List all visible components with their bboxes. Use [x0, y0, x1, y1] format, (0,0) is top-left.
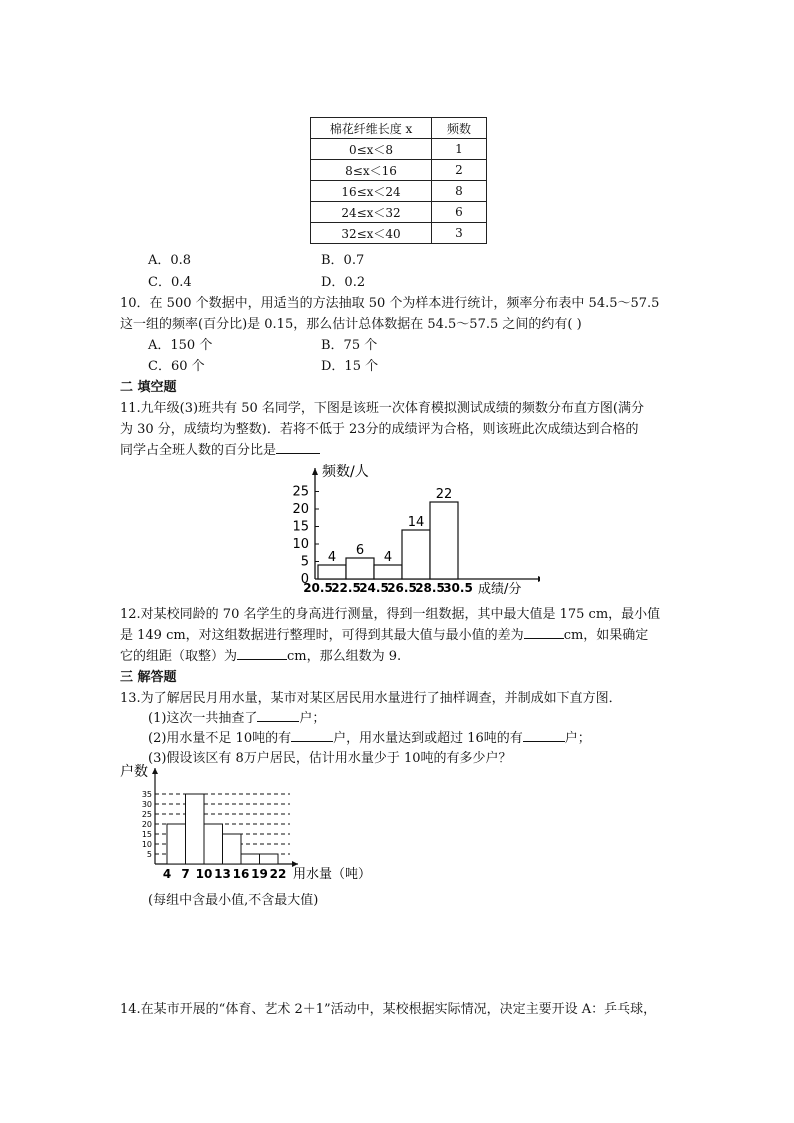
section-heading-solve: 三 解答题	[120, 670, 177, 685]
x-tick-label: 7	[181, 867, 190, 881]
y-tick-label: 20	[141, 820, 152, 829]
histogram-bar	[167, 824, 186, 864]
bar-value-label: 22	[435, 487, 453, 502]
fiber-length-table	[310, 117, 487, 244]
x-tick-label: 4	[162, 867, 172, 881]
q9-option-a: A．0.8	[148, 253, 192, 268]
x-tick-label: 28.5	[415, 581, 445, 595]
q12-line-2-text: 是 149 cm，对这组数据进行整理时，可得到其最大值与最小值的差为	[120, 628, 524, 643]
q10-line-1: 10．在 500 个数据中，用适当的方法抽取 50 个为样本进行统计，频率分布表中 54.5～57.5	[120, 296, 660, 311]
table-cell: 0≤x＜8	[311, 139, 432, 160]
table-row	[311, 181, 487, 202]
histogram-bar	[318, 565, 346, 579]
x-tick-label: 22	[269, 867, 287, 881]
q12-line-1: 12.对某校同龄的 70 名学生的身高进行测量，得到一组数据，其中最大值是 175 cm，最小值	[120, 607, 661, 622]
q13-sub-2	[148, 727, 591, 746]
table-header-cell: 棉花纤维长度 x	[311, 118, 432, 139]
histogram-bar	[186, 794, 205, 864]
histogram-bar	[402, 530, 430, 579]
x-tick-label: 30.5	[443, 581, 473, 595]
table-header-row	[311, 118, 487, 139]
q12-line-2	[120, 624, 648, 643]
y-tick-label: 35	[141, 790, 152, 799]
q12-line-3-tail: cm，那么组数为 9.	[287, 649, 402, 664]
q10-option-b: B．75 个	[321, 338, 378, 353]
y-tick-label: 30	[141, 800, 152, 809]
q12-line-2-tail: cm，如果确定	[563, 628, 649, 643]
q11-line-2: 为 30 分，成绩均为整数)．若将不低于 23分的成绩评为合格，则该班此次成绩达到合格的	[120, 422, 639, 437]
y-axis-label: 户数	[120, 764, 148, 780]
answer-blank[interactable]	[524, 626, 564, 639]
histogram-bar	[346, 558, 374, 579]
histogram-bar	[430, 502, 458, 579]
q12-line-3	[120, 645, 401, 664]
x-axis-label: 用水量（吨）	[293, 867, 372, 882]
q13-sub-2-mid: 户，用水量达到或超过 16吨的有	[333, 731, 523, 746]
table-row	[311, 202, 487, 223]
q10-option-a: A．150 个	[148, 338, 213, 353]
y-tick-label: 5	[300, 554, 309, 570]
q14-line-1: 14.在某市开展的“体育、艺术 2＋1”活动中，某校根据实际情况，决定主要开设 A：乒乓球，	[120, 1002, 657, 1017]
histogram-bar	[374, 565, 402, 579]
histogram-bar	[241, 854, 260, 864]
q13-line-1: 13.为了解居民月用水量，某市对某区居民用水量进行了抽样调查，并制成如下直方图．	[120, 691, 622, 706]
x-axis-label: 成绩/分	[478, 582, 522, 597]
x-tick-label: 22.5	[331, 581, 361, 595]
histogram-bar	[223, 834, 242, 864]
y-tick-label: 25	[292, 484, 309, 500]
answer-blank[interactable]	[257, 709, 299, 722]
table-row	[311, 223, 487, 244]
x-tick-label: 16	[232, 867, 250, 881]
table-cell: 8≤x＜16	[311, 160, 432, 181]
table-cell: 2	[432, 160, 487, 181]
answer-blank[interactable]	[523, 729, 565, 742]
x-tick-label: 26.5	[387, 581, 417, 595]
section-heading-fill-blank: 二 填空题	[120, 380, 177, 395]
x-tick-label: 19	[251, 867, 268, 881]
q9-option-b: B．0.7	[321, 253, 365, 268]
y-axis-arrow	[152, 768, 158, 774]
table-header-cell: 频数	[432, 118, 487, 139]
table-row	[311, 160, 487, 181]
q13-sub-1	[148, 707, 325, 726]
q11-line-1: 11.九年级(3)班共有 50 名同学，下图是该班一次体育模拟测试成绩的频数分布直方图(满分	[120, 401, 644, 416]
table-cell: 32≤x＜40	[311, 223, 432, 244]
q13-sub-2-text: (2)用水量不足 10吨的有	[148, 731, 292, 746]
table-cell: 8	[432, 181, 487, 202]
q13-sub-1-tail: 户；	[299, 711, 326, 726]
y-tick-label: 15	[141, 830, 152, 839]
y-tick-label: 10	[141, 840, 152, 849]
table-cell: 1	[432, 139, 487, 160]
table-cell: 3	[432, 223, 487, 244]
bar-value-label: 4	[383, 550, 393, 565]
q13-sub-1-text: (1)这次一共抽查了	[148, 711, 258, 726]
table-row	[311, 139, 487, 160]
answer-blank[interactable]	[276, 441, 320, 454]
q10-option-d: D．15 个	[321, 359, 379, 374]
bar-value-label: 4	[327, 550, 337, 565]
q13-sub-3: (3)假设该区有 8万户居民，估计用水量少于 10吨的有多少户？	[148, 751, 512, 766]
x-tick-label: 20.5	[303, 581, 333, 595]
y-tick-label: 15	[292, 519, 309, 535]
histogram-bar	[204, 824, 223, 864]
table-cell: 6	[432, 202, 487, 223]
y-tick-label: 5	[146, 850, 152, 859]
answer-blank[interactable]	[237, 647, 287, 660]
x-tick-label: 13	[214, 867, 231, 881]
q10-line-2: 这一组的频率(百分比)是 0.15，那么估计总体数据在 54.5～57.5 之间的约有( )	[120, 317, 582, 332]
y-axis-arrow	[312, 468, 318, 475]
q10-option-c: C．60 个	[148, 359, 205, 374]
y-axis-label: 频数/人	[322, 464, 369, 480]
x-tick-label: 24.5	[359, 581, 389, 595]
q13-sub-2-tail: 户；	[564, 731, 591, 746]
q9-option-d: D．0.2	[321, 275, 366, 290]
q11-line-3-text: 同学占全班人数的百分比是	[120, 443, 277, 458]
table-cell: 24≤x＜32	[311, 202, 432, 223]
q9-option-c: C．0.4	[148, 275, 192, 290]
x-tick-label: 10	[195, 867, 213, 881]
bar-value-label: 14	[407, 515, 425, 530]
histogram-bar	[260, 854, 279, 864]
y-tick-label: 20	[292, 502, 309, 517]
q13-note: (每组中含最小值,不含最大值)	[148, 893, 319, 908]
water-usage-histogram	[115, 760, 385, 888]
y-tick-label: 10	[292, 537, 309, 552]
y-tick-label: 0	[300, 572, 309, 587]
q12-line-3-text: 它的组距（取整）为	[120, 649, 238, 664]
score-histogram	[280, 462, 540, 597]
table-cell: 16≤x＜24	[311, 181, 432, 202]
bar-value-label: 6	[355, 543, 365, 558]
q11-line-3	[120, 439, 320, 458]
y-tick-label: 25	[141, 810, 152, 819]
answer-blank[interactable]	[291, 729, 333, 742]
x-axis-arrow	[538, 576, 540, 582]
